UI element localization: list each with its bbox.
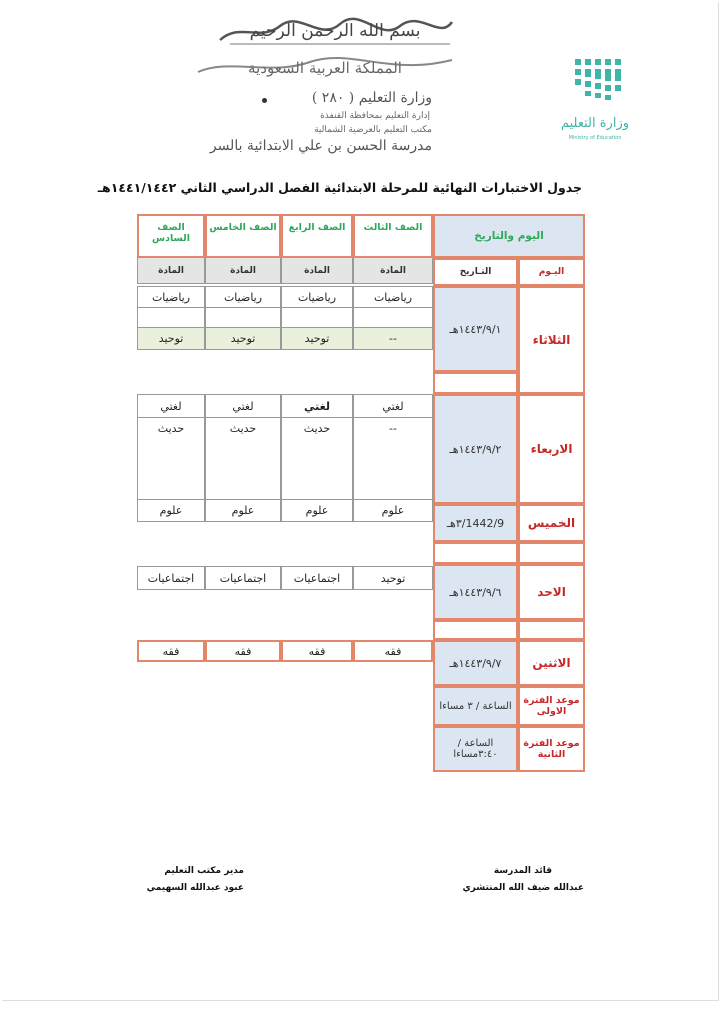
day-date-header: اليوم والتاريخ — [433, 214, 585, 258]
empty-cell — [205, 308, 281, 328]
sun-g3: توحيد — [353, 566, 433, 590]
basmala-text: بسم الله الرحمن الرحيم — [249, 21, 421, 41]
mon-g3: فقه — [353, 640, 433, 662]
day-tuesday: الثلاثاء — [518, 286, 585, 394]
grade-4-header: الصف الرابع — [281, 214, 353, 258]
day-label: اليـوم — [518, 258, 585, 286]
school-name: مدرسة الحسن بن علي الابتدائية بالسر — [209, 138, 432, 154]
subject-label-6: المادة — [137, 258, 205, 284]
subject-label-4: المادة — [281, 258, 353, 284]
subject-label-3: المادة — [353, 258, 433, 284]
wed-b-g5: حديث — [205, 418, 281, 500]
tue-a-g3: رياضيات — [353, 286, 433, 308]
period2-label: موعد الفترة الثانية — [518, 726, 585, 772]
wed-a-g4: لغتي — [281, 394, 353, 418]
mon-g4: فقه — [281, 640, 353, 662]
exam-schedule-table — [135, 212, 585, 772]
thu-g5: علوم — [205, 500, 281, 522]
empty-cell — [281, 308, 353, 328]
wed-b-g6: حديث — [137, 418, 205, 500]
ministry-name: وزارة التعليم ( ٢٨٠ ) — [311, 90, 432, 106]
principal-title: قائد المدرسة — [493, 866, 552, 876]
logo-text: وزارة التعليم — [560, 116, 630, 131]
sun-g6: اجتماعيات — [137, 566, 205, 590]
admin-name: إدارة التعليم بمحافظة القنفذة — [320, 111, 430, 121]
kingdom-calligraphy — [190, 52, 460, 82]
basmala-calligraphy — [210, 12, 460, 50]
date-wednesday: ١٤٤٣/٩/٢هـ — [433, 394, 518, 504]
sun-g4: اجتماعيات — [281, 566, 353, 590]
thu-g6: علوم — [137, 500, 205, 522]
wed-a-g3: لغتي — [353, 394, 433, 418]
wed-b-g4: حديث — [281, 418, 353, 500]
bullet-dot — [262, 98, 267, 103]
tue-a-g5: رياضيات — [205, 286, 281, 308]
grade-6-header: الصف السادس — [137, 214, 205, 258]
grade-5-header: الصف الخامس — [205, 214, 281, 258]
spacer-cell — [433, 542, 518, 564]
tue-b-g5: توحيد — [205, 328, 281, 350]
director-name: عبود عبدالله السهيمي — [146, 883, 244, 893]
document-title: جدول الاختبارات النهائية للمرحلة الابتدائية الفصل الدراسي الثاني ١٤٤١/١٤٤٢هـ — [97, 180, 582, 195]
date-tuesday: ١٤٤٣/٩/١هـ — [433, 286, 518, 372]
subject-label-5: المادة — [205, 258, 281, 284]
empty-cell — [353, 308, 433, 328]
wed-a-g5: لغتي — [205, 394, 281, 418]
wed-a-g6: لغتي — [137, 394, 205, 418]
day-sunday: الاحد — [518, 564, 585, 620]
tue-b-g3: -- — [353, 328, 433, 350]
spacer-cell — [518, 620, 585, 640]
tue-b-g4: توحيد — [281, 328, 353, 350]
wed-b-g3: -- — [353, 418, 433, 500]
thu-g3: علوم — [353, 500, 433, 522]
sun-g5: اجتماعيات — [205, 566, 281, 590]
spacer-cell — [433, 620, 518, 640]
date-sunday: ١٤٤٣/٩/٦هـ — [433, 564, 518, 620]
thu-g4: علوم — [281, 500, 353, 522]
day-monday: الاثنين — [518, 640, 585, 686]
spacer-cell — [518, 542, 585, 564]
kingdom-text: المملكة العربية السعودية — [248, 59, 402, 77]
mon-g5: فقه — [205, 640, 281, 662]
period1-label: موعد الفترة الاولى — [518, 686, 585, 726]
spacer-cell — [433, 372, 518, 394]
office-name: مكتب التعليم بالعرضية الشمالية — [314, 125, 432, 135]
empty-cell — [137, 308, 205, 328]
date-thursday: 1442/9/٣هـ — [433, 504, 518, 542]
date-label: التـاريخ — [433, 258, 518, 286]
grade-3-header: الصف الثالث — [353, 214, 433, 258]
mon-g6: فقه — [137, 640, 205, 662]
day-thursday: الخميس — [518, 504, 585, 542]
tue-a-g4: رياضيات — [281, 286, 353, 308]
principal-name: عبدالله ضيف الله المنتشري — [462, 883, 584, 893]
logo-subtext: Ministry of Education — [568, 135, 622, 141]
period2-time: الساعة / ٣:٤٠مساءا — [433, 726, 518, 772]
period1-time: الساعة / ٣ مساءا — [433, 686, 518, 726]
director-title: مدير مكتب التعليم — [164, 866, 244, 876]
day-wednesday: الاربعاء — [518, 394, 585, 504]
tue-a-g6: رياضيات — [137, 286, 205, 308]
date-monday: ١٤٤٣/٩/٧هـ — [433, 640, 518, 686]
tue-b-g6: توحيد — [137, 328, 205, 350]
ministry-logo — [540, 55, 640, 145]
